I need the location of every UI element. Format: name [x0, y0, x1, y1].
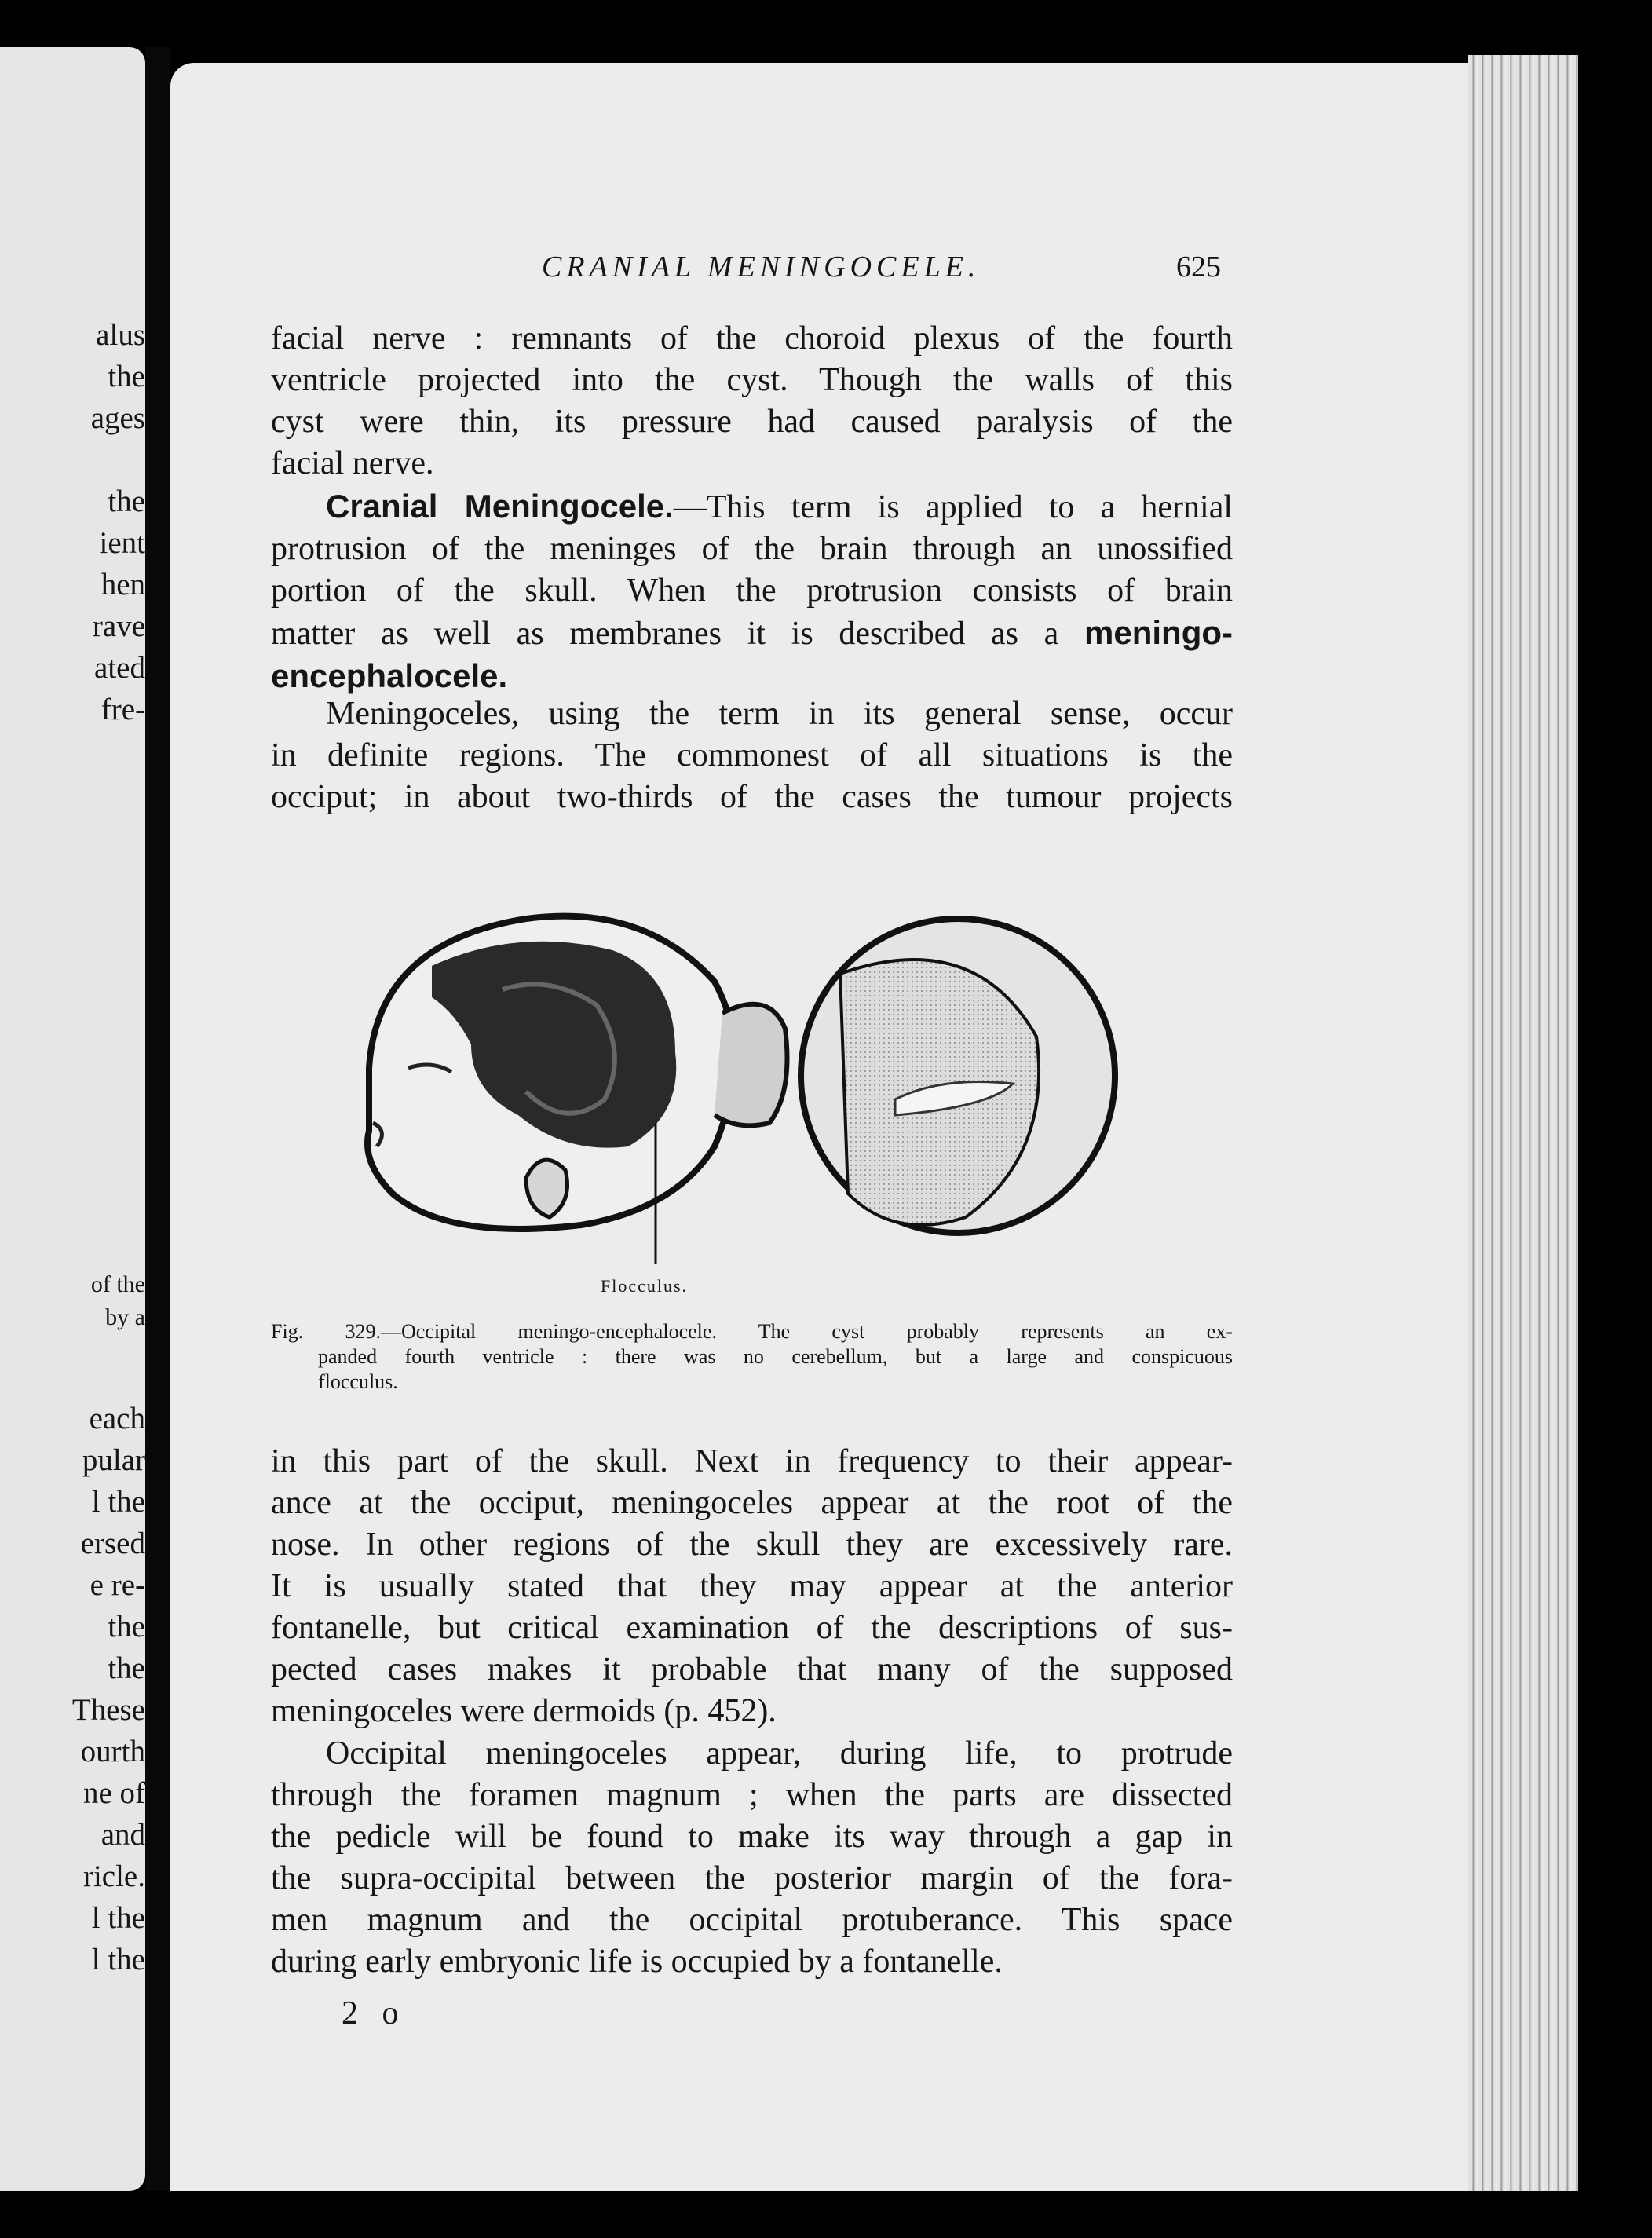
text-line: It is usually stated that they may appear at the anterior — [271, 1568, 1233, 1604]
paragraph-frequency — [271, 1441, 1233, 1732]
fragment: and — [101, 1818, 145, 1852]
left-page-middle-fragments — [0, 1268, 145, 1334]
figure-caption — [271, 1319, 1233, 1395]
running-header: CRANIAL MENINGOCELE. — [542, 250, 981, 283]
fragment: of the — [90, 1271, 145, 1297]
fragment: ated — [94, 651, 145, 685]
fragment: e re- — [90, 1568, 145, 1602]
text-line: in definite regions. The commonest of all situations is the — [271, 737, 1233, 773]
fragment: ourth — [80, 1735, 145, 1768]
caption-line: panded fourth ventricle : there was no cerebellum, but a large and conspicuous — [318, 1345, 1233, 1368]
text-line: ventricle projected into the cyst. Though the walls of this — [271, 362, 1233, 398]
bold-term: meningo- — [1084, 614, 1233, 651]
caption-line: Fig. 329.—Occipital meningo-encephalocele. The cyst probably represents an ex- — [271, 1320, 1233, 1343]
text-span: matter as well as membranes it is described as a — [271, 616, 1085, 652]
caption-line: flocculus. — [318, 1370, 398, 1393]
fragment: ricle. — [82, 1860, 145, 1893]
paragraph-meningoceles-regions — [271, 693, 1233, 818]
signature-mark: 2 o — [342, 1995, 407, 2031]
text-line: facial nerve : remnants of the choroid plexus of the fourth — [271, 320, 1233, 357]
fragment — [0, 439, 145, 481]
head-shape — [367, 916, 788, 1229]
fragment: by a — [105, 1304, 145, 1330]
text-line: occiput; in about two-thirds of the cases the tumour projects — [271, 779, 1233, 815]
text-line: the supra-occipital between the posterior margin of the fora- — [271, 1860, 1233, 1896]
figure-label-flocculus: Flocculus. — [601, 1276, 689, 1296]
text-line: in this part of the skull. Next in frequency to their appear- — [271, 1443, 1233, 1479]
fragment: These — [71, 1693, 145, 1727]
page-number: 625 — [1176, 250, 1221, 283]
text-line: ance at the occiput, meningoceles appear at the root of the — [271, 1485, 1233, 1521]
fragment: the — [108, 360, 145, 393]
fragment: alus — [96, 318, 145, 352]
text-line: facial nerve. — [271, 445, 434, 481]
text-line: portion of the skull. When the protrusion consists of brain — [271, 572, 1233, 609]
fragment: ages — [90, 401, 145, 435]
fragment: rave — [92, 609, 145, 643]
text-line: pected cases makes it probable that many of the supposed — [271, 1651, 1233, 1688]
fragment: fre- — [101, 693, 145, 726]
paragraph-cranial-meningocele — [271, 485, 1233, 698]
fragment: l the — [91, 1485, 145, 1519]
fragment: hen — [101, 568, 145, 602]
text-line: protrusion of the meninges of the brain through an unossified — [271, 531, 1233, 567]
fragment: the — [108, 1651, 145, 1685]
text-line: fontanelle, but critical examination of the descriptions of sus- — [271, 1610, 1233, 1646]
paragraph-facial-nerve — [271, 318, 1233, 485]
section-heading: Cranial Meningocele. — [326, 488, 674, 525]
fragment: ersed — [80, 1527, 145, 1560]
fragment: ient — [99, 526, 145, 560]
left-facing-page — [0, 47, 145, 2191]
fragment: the — [108, 485, 145, 518]
text-line: nose. In other regions of the skull they are excessively rare. — [271, 1527, 1233, 1563]
fragment: pular — [82, 1443, 145, 1477]
cyst-shape — [801, 919, 1115, 1233]
text-span: —This term is applied to a hernial — [673, 489, 1233, 525]
text-line: Occipital meningoceles appear, during life, to protrude — [326, 1735, 1233, 1772]
left-page-upper-fragments — [0, 314, 145, 730]
bold-term: encephalocele — [271, 657, 499, 694]
fragment: each — [89, 1402, 145, 1435]
left-page-lower-fragments — [0, 1398, 145, 1980]
fragment: the — [108, 1610, 145, 1644]
text-line: during early embryonic life is occupied by a fontanelle. — [271, 1944, 1003, 1980]
page-edges — [1468, 55, 1578, 2191]
text-line: Meningoceles, using the term in its general sense, occur — [326, 696, 1233, 732]
book-gutter — [145, 47, 170, 2191]
text-line: men magnum and the occipital protuberance. This space — [271, 1902, 1233, 1938]
text-line: the pedicle will be found to make its way through a gap in — [271, 1819, 1233, 1855]
meningo-encephalocele-illustration — [345, 895, 1131, 1288]
paragraph-occipital-meningoceles — [271, 1733, 1233, 1983]
fragment: l the — [91, 1943, 145, 1977]
text-line: cyst were thin, its pressure had caused paralysis of the — [271, 404, 1233, 440]
fragment: l the — [91, 1901, 145, 1935]
fragment: ne of — [82, 1776, 145, 1810]
text-span: . — [498, 657, 508, 694]
text-line: meningoceles were dermoids (p. 452). — [271, 1693, 777, 1729]
text-line: through the foramen magnum ; when the parts are dissected — [271, 1777, 1233, 1813]
